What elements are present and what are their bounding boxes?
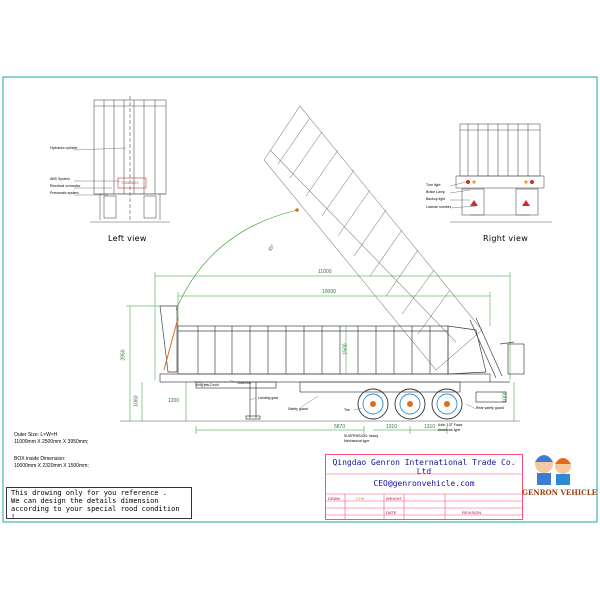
king-pin-callout: King pin 2 inch (196, 383, 219, 387)
hydraulic-ram (164, 318, 178, 370)
side-view-leaders (194, 380, 476, 410)
dim-axle-spacing-1: 1310 (386, 424, 398, 430)
company-name: Qingdao Genron International Trade Co. Ltd (332, 458, 516, 476)
suspension-callout: SUSPENSION: heavy (344, 434, 379, 438)
outer-size-label: Outer Size: L×W×H (14, 432, 58, 438)
dim-box-height: 1500 (342, 343, 349, 355)
pneumatic-system-callout: Pneumatic system (50, 191, 79, 195)
dim-box-length: 10000 (322, 289, 336, 295)
dim-kingpin-height: 1200 (168, 398, 180, 404)
axle-callout: Axle: 13T Fuwa (438, 423, 463, 427)
box-dimension-label: BOX inside Dimension: (14, 456, 66, 462)
tip-angle-arc (176, 210, 298, 310)
dim-overall-length: 11000 (318, 269, 332, 275)
left-view-label: Left view (108, 234, 147, 243)
outer-size-value: 11000mm X 2500mm X 3950mm; (14, 439, 89, 445)
dim-height: 3950 (120, 349, 127, 361)
tip-arc-marker (295, 208, 299, 212)
rear-safety-guard-callout: Rear safety guard (476, 406, 504, 410)
dim-axle-spacing-2: 1310 (424, 424, 436, 430)
side-view-trailer (160, 306, 524, 419)
wheels (358, 389, 462, 419)
right-view-lamps (466, 180, 534, 206)
note-line-3: according to your special rood condition ! (11, 505, 180, 521)
company-email: CEO@genronvehicle.com (373, 479, 475, 488)
note-line-2: We can design the details dimension (11, 497, 159, 505)
dim-wheelbase: 5870 (334, 424, 346, 430)
tire-callout: Tire (344, 408, 350, 412)
tool-box-plate-label: TOOL BOX (121, 181, 139, 185)
abs-system-callout: ABS System (50, 177, 70, 181)
draw-label: DRAW (328, 496, 341, 501)
electrical-connector-callout: Electrical connector (50, 184, 81, 188)
turn-light-callout: Turn light (426, 183, 441, 187)
landing-gear-callout: Landing gear (258, 396, 279, 400)
dim-rear-height: 1000 (502, 391, 509, 403)
right-view-drawing (450, 124, 552, 222)
tool-box-callout: Tool box (238, 381, 252, 385)
reference-note (6, 487, 192, 519)
dim-tip-angle: 45° (267, 243, 277, 253)
revision-label: REVISION (462, 510, 482, 515)
note-line-1: This drowing only for you reference . (11, 489, 167, 497)
box-dimension-value: 10000mm X 2320mm X 1500mm; (14, 463, 89, 469)
left-view-drawing (90, 96, 170, 222)
axle-type-callout: American type (438, 428, 461, 432)
brake-lamp-callout: Brake Lamp (426, 190, 445, 194)
draw-value: CHK (356, 496, 365, 501)
license-number-callout: License number (426, 205, 451, 209)
safety-guard-callout: Safety guard (288, 407, 308, 411)
backup-light-callout: Backup light (426, 197, 446, 201)
tipped-box-outline (264, 106, 482, 370)
dim-frame-height: 1060 (133, 395, 140, 407)
right-view-label: Right view (483, 234, 529, 243)
date-label: DATE (386, 510, 397, 515)
logo-icon (535, 455, 571, 485)
weight-label: WEIGHT (386, 496, 402, 501)
logo-wordmark: GENRON VEHICLE (522, 488, 597, 497)
suspension-type-callout: Mechanical type (344, 439, 370, 443)
hydraulic-cylinder-callout: Hydraulic cylinder (50, 146, 78, 150)
